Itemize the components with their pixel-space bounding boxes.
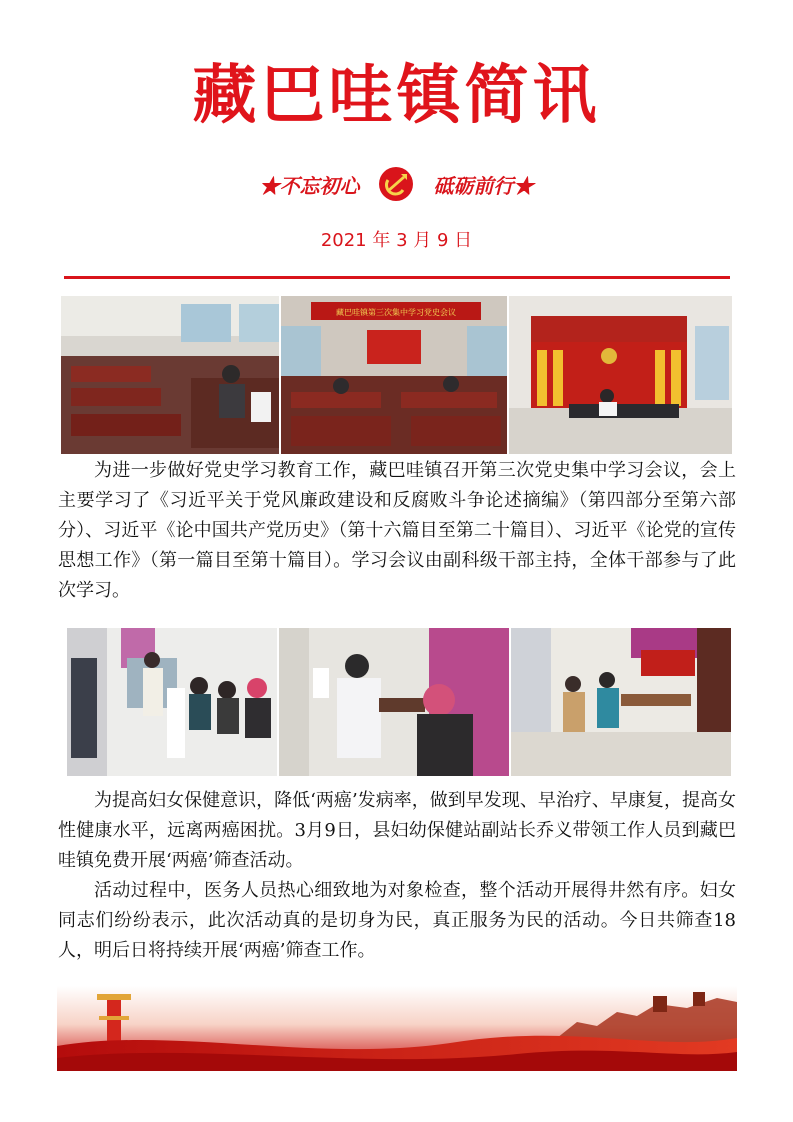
meeting-room-photo (61, 296, 279, 454)
slogan-left: ★不忘初心 (259, 173, 360, 198)
slogan-row (0, 166, 793, 202)
article-screening-paragraph-1: 为提高妇女保健意识，降低‘两癌’发病率，做到早发现、早治疗、早康复，提高女性健康水平，远离两癌困扰。3月9日，县妇幼保健站副站长乔义带领工作人员到藏巴哇镇免费开展‘两癌’筛查活动。 (58, 790, 736, 871)
photo-row-meeting (61, 296, 732, 454)
header-divider (64, 276, 730, 279)
footer-banner (57, 986, 737, 1071)
party-emblem-icon (376, 166, 416, 202)
podium-photo (509, 296, 732, 454)
doctor-exam-photo (279, 628, 509, 776)
meeting-banner-text: 藏巴哇镇第三次集中学习党史会议 (336, 308, 456, 317)
newsletter-title: 藏巴哇镇简讯 (192, 58, 601, 133)
article-meeting-paragraph: 为进一步做好党史学习教育工作，藏巴哇镇召开第三次党史集中学习会议，会上主要学习了《习近平关于党风廉政建设和反腐败斗争论述摘编》（第四部分至第六部分）、习近平《论中国共产党历史》（第十六篇目至第二十篇目）、习近平《论党的宣传思想工作》（第一篇目至第十篇目）。学习会议由副科级干部主持，全体干部参与了此次学习。 (58, 460, 736, 601)
photo-row-screening (67, 628, 731, 776)
waiting-women-photo (67, 628, 277, 776)
article-meeting (58, 456, 736, 606)
slogan-right: 砥砺前行★ (433, 173, 534, 198)
issue-date: 2021 年 3 月 9 日 (320, 230, 473, 251)
article-screening-paragraph-2: 活动过程中，医务人员热心细致地为对象检查，整个活动开展得井然有序。妇女同志们纷纷表示，此次活动真的是切身为民，真正服务为民的活动。今日共筛查18人，明后日将持续开展‘两癌’筛查工作。 (58, 880, 736, 961)
great-wall-banner-image (57, 986, 737, 1071)
article-screening (58, 786, 736, 966)
meeting-banner-photo (281, 296, 507, 454)
clinic-room-photo (511, 628, 731, 776)
